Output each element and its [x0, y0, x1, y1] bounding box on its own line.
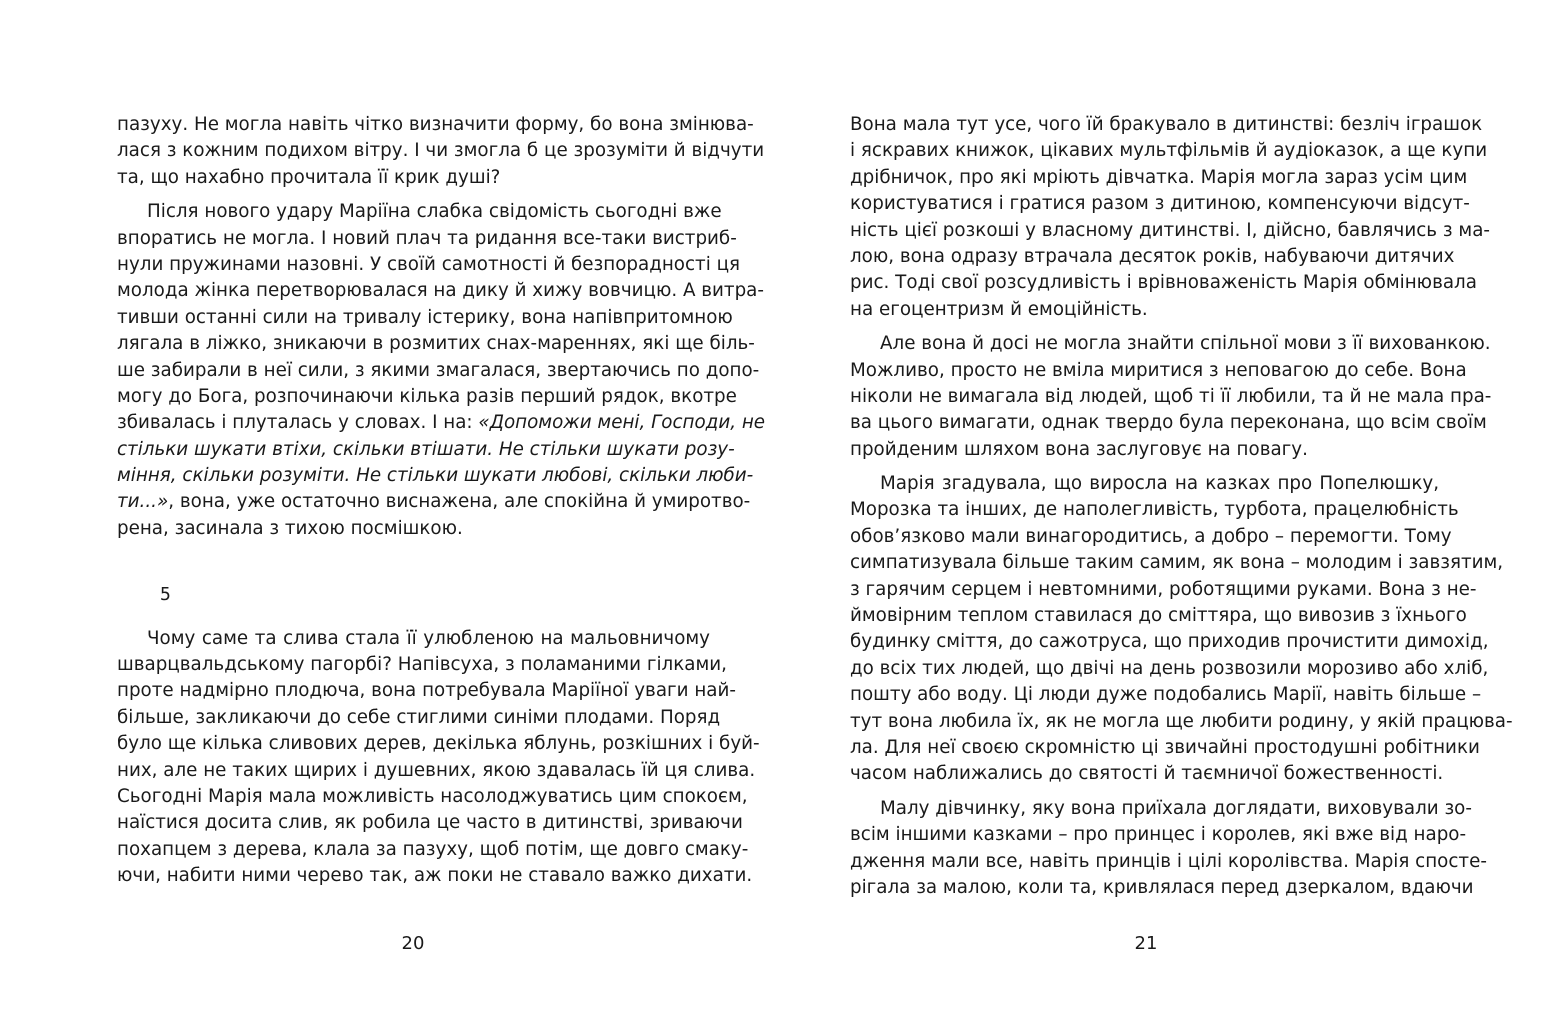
prayer-quote-text: ти...»	[117, 491, 169, 513]
text-line: них, але не таких щирих і душевних, якою здавалась їй ця слива.	[117, 759, 756, 781]
text-line: Марія згадувала, що виросла на казках про Попелюшку,	[880, 473, 1439, 495]
text-line: Але вона й досі не могла знайти спільної мови з її вихованкою.	[880, 333, 1491, 355]
text-line: до всіх тих людей, що двічі на день розвозили морозиво або хліб,	[850, 657, 1489, 679]
right-text-column	[850, 112, 1513, 901]
text-line: лою, вона одразу втрачала десяток років, набуваючи дитячих	[850, 245, 1455, 267]
paragraph	[117, 626, 760, 890]
text-line: лягала в ліжко, зникаючи в розмитих снах-мареннях, які ще біль-	[117, 333, 755, 355]
text-line: впоратись не могла. І новий плач та ридання все-таки вистриб-	[117, 227, 737, 249]
text-line: пазуху. Не могла навіть чітко визначити форму, бо вона змінюва-	[117, 114, 754, 135]
text-line: Морозка та інших, де наполегливість, турбота, працелюбність	[850, 499, 1459, 521]
text-line: більше, закликаючи до себе стиглими синіми плодами. Поряд	[117, 706, 721, 728]
text-line: всім іншими казками – про принцес і королев, які вже від наро-	[850, 824, 1467, 846]
text-line: нули пружинами назовні. У своїй самотності й безпорадності ця	[117, 253, 741, 275]
text-line: тивши останні сили на тривалу істерику, вона напівпритомною	[117, 306, 733, 328]
text-line: Малу дівчинку, яку вона приїхала доглядати, виховували зо-	[880, 797, 1472, 819]
text-line: похапцем з дерева, клала за пазуху, щоб потім, ще довго смаку-	[117, 838, 749, 860]
text-line: могу до Бога, розпочинаючи кілька разів перший рядок, вкотре	[117, 385, 737, 407]
text-line: будинку сміття, до сажотруса, що приходив прочистити димохід,	[850, 631, 1489, 653]
text-line: Вона мала тут усе, чого їй бракувало в дитинстві: безліч іграшок	[850, 114, 1483, 135]
text-line: лася з кожним подихом вітру. І чи змогла б це зрозуміти й відчути	[117, 140, 765, 162]
prayer-quote-line: стільки шукати втіхи, скільки втішати. Не стільки шукати розу-	[117, 438, 735, 460]
text-line: дрібничок, про які мріють дівчатка. Марія могла зараз усім цим	[850, 166, 1468, 188]
text-line: шварцвальдському пагорбі? Напівсуха, з поламаними гілками,	[117, 654, 727, 676]
text-line: Після нового удару Маріїна слабка свідомість сьогодні вже	[147, 201, 722, 223]
text-line: ніколи не вимагала від людей, щоб ті її любили, та й не мала пра-	[850, 385, 1492, 407]
text-line: молода жінка перетворювалася на дику й хижу вовчицю. А витра-	[117, 280, 764, 302]
text-line: рис. Тоді свої розсудливість і врівноваженість Марія обмінювала	[850, 272, 1477, 294]
paragraph	[850, 796, 1487, 902]
text-line: наїстися досита слив, як робила це часто в дитинстві, зриваючи	[117, 812, 743, 834]
page-number: 21	[1134, 933, 1158, 954]
text-line: ва цього вимагати, однак твердо була переконана, що всім своїм	[850, 412, 1487, 434]
text-line	[117, 410, 766, 436]
section-heading: 5	[160, 584, 171, 606]
text-line: симпатизувала більше таким самим, як вона – молодим і завзятим,	[850, 552, 1504, 574]
text-line: часом наближались до святості й таємничої божественності.	[850, 763, 1444, 785]
text-line: ла. Для неї своєю скромністю ці звичайні простодушні робітники	[850, 736, 1480, 758]
text-line: з гарячим серцем і невтомними, роботящими руками. Вона з не-	[850, 578, 1477, 600]
text-line: ше забирали в неї сили, з якими змагалася, звертаючись по допо-	[117, 359, 760, 381]
text-line: проте надмірно плодюча, вона потребувала Маріїної уваги най-	[117, 680, 736, 702]
text-line: користуватися і гратися разом з дитиною, компенсуючи відсут-	[850, 193, 1470, 215]
text-line: і яскравих книжок, цікавих мультфільмів й аудіоказок, а ще купи	[850, 140, 1488, 162]
text-line: тут вона любила їх, як не могла ще любити родину, у якій працюва-	[850, 710, 1513, 732]
text-line: ність цієї розкоші у власному дитинстві. І, дійсно, бавлячись з ма-	[850, 219, 1490, 241]
text-line: дження мали все, навіть принців і цілі королівства. Марія спосте-	[850, 850, 1487, 872]
text-line: ючи, набити ними черево так, аж поки не ставало важко дихати.	[117, 865, 753, 887]
left-text-column	[117, 112, 766, 890]
paragraph	[850, 331, 1492, 463]
prayer-quote-text: «Допоможи мені, Господи, не	[478, 412, 766, 434]
plain-text: , вона, уже остаточно виснажена, але спокійна й умиротво-	[168, 491, 751, 513]
text-line: Сьогодні Марія мала можливість насолоджуватись цим спокоєм,	[117, 785, 748, 807]
text-line: ймовірним теплом ставилася до сміттяра, що вивозив з їхнього	[850, 605, 1467, 627]
text-line: Можливо, просто не вміла миритися з неповагою до себе. Вона	[850, 359, 1467, 381]
prayer-quote-line: міння, скільки розуміти. Не стільки шукати любові, скільки люби-	[117, 465, 754, 487]
paragraph	[850, 471, 1513, 788]
text-line: пройденим шляхом вона заслуговує на повагу.	[850, 438, 1308, 460]
text-line: Чому саме та слива стала її улюбленою на мальовничому	[147, 627, 710, 649]
plain-text: збивалась і плуталась у словах. І на:	[117, 412, 479, 434]
text-line: рена, засинала з тихою посмішкою.	[117, 517, 463, 539]
right-page	[780, 0, 1559, 1028]
text-line: пошту або воду. Ці люди дуже подобались Марії, навіть більше –	[850, 684, 1482, 706]
paragraph	[117, 199, 766, 542]
page-number: 20	[401, 933, 425, 954]
text-line: рігала за малою, коли та, кривлялася перед дзеркалом, вдаючи	[850, 876, 1474, 898]
paragraph	[850, 112, 1490, 323]
text-line: на егоцентризм й емоційність.	[850, 298, 1148, 320]
text-line: обов’язково мали винагородитись, а добро – перемогти. Тому	[850, 525, 1452, 547]
text-line: та, що нахабно прочитала її крик душі?	[117, 166, 501, 188]
paragraph	[117, 112, 765, 191]
text-line	[117, 489, 751, 515]
text-line: було ще кілька сливових дерев, декілька яблунь, розкішних і буй-	[117, 733, 760, 755]
